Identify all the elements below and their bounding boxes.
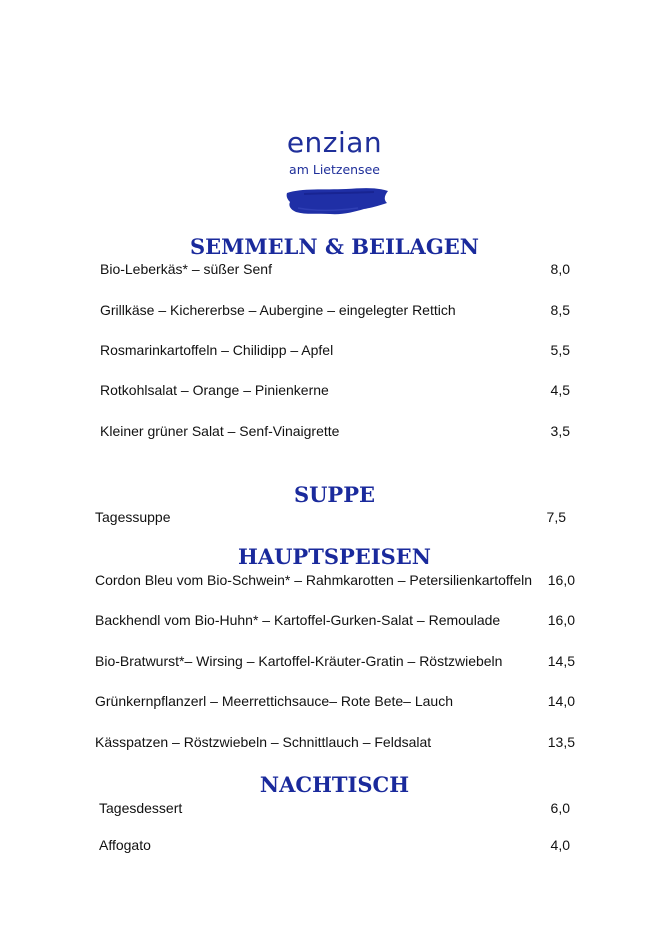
logo-subtitle: am Lietzensee (289, 162, 380, 177)
menu-item-name: Kleiner grüner Salat – Senf-Vinaigrette (100, 423, 340, 439)
menu-item-price: 3,5 (550, 423, 570, 439)
logo-wordmark: enzian (286, 126, 383, 159)
menu-item-name: Tagessuppe (95, 509, 171, 525)
menu-item-price: 14,0 (547, 693, 575, 709)
menu-item-price: 4,5 (550, 382, 570, 398)
menu-item (100, 339, 570, 361)
menu-item-name: Tagesdessert (99, 800, 183, 816)
section-heading-suppe: SUPPE (293, 482, 376, 507)
menu-item-price: 13,5 (547, 734, 575, 750)
section-heading-nachtisch: NACHTISCH (259, 772, 410, 797)
menu-item-price: 8,0 (550, 261, 570, 277)
menu-item (95, 731, 575, 753)
menu-item-price: 14,5 (547, 653, 575, 669)
menu-item-name: Rotkohlsalat – Orange – Pinienkerne (100, 382, 329, 398)
menu-item-name: Affogato (99, 837, 151, 853)
menu-item (95, 650, 575, 672)
menu-item (100, 420, 570, 442)
menu-item-name: Cordon Bleu vom Bio-Schwein* – Rahmkarotten – Petersilienkartoffeln (95, 572, 533, 588)
section-heading-hauptspeisen: HAUPTSPEISEN (237, 544, 432, 569)
menu-item (95, 690, 575, 712)
menu-item-price: 16,0 (547, 572, 575, 588)
menu-item (95, 506, 566, 528)
menu-item-name: Backhendl vom Bio-Huhn* – Kartoffel-Gurken-Salat – Remoulade (95, 612, 501, 628)
menu-item (95, 609, 575, 631)
menu-item-name: Kässpatzen – Röstzwiebeln – Schnittlauch – Feldsalat (95, 734, 432, 750)
brush-stroke-icon (284, 184, 390, 218)
menu-item-name: Bio-Bratwurst*– Wirsing – Kartoffel-Kräuter-Gratin – Röstzwiebeln (95, 653, 503, 669)
menu-item-price: 7,5 (546, 509, 566, 525)
menu-item-price: 4,0 (550, 837, 570, 853)
menu-item (99, 797, 570, 819)
section-heading-semmeln-beilagen: SEMMELN & BEILAGEN (190, 234, 479, 259)
menu-item-price: 8,5 (550, 302, 570, 318)
menu-item-name: Grünkernpflanzerl – Meerrettichsauce– Rote Bete– Lauch (95, 693, 453, 709)
menu-item (100, 379, 570, 401)
menu-item (95, 569, 575, 591)
menu-item (100, 299, 570, 321)
menu-item-price: 5,5 (550, 342, 570, 358)
menu-item (100, 258, 570, 280)
menu-item-name: Bio-Leberkäs* – süßer Senf (100, 261, 272, 277)
menu-item-price: 16,0 (547, 612, 575, 628)
menu-item-name: Rosmarinkartoffeln – Chilidipp – Apfel (100, 342, 334, 358)
menu-item (99, 834, 570, 856)
menu-item-name: Grillkäse – Kichererbse – Aubergine – eingelegter Rettich (100, 302, 456, 318)
menu-item-price: 6,0 (550, 800, 570, 816)
